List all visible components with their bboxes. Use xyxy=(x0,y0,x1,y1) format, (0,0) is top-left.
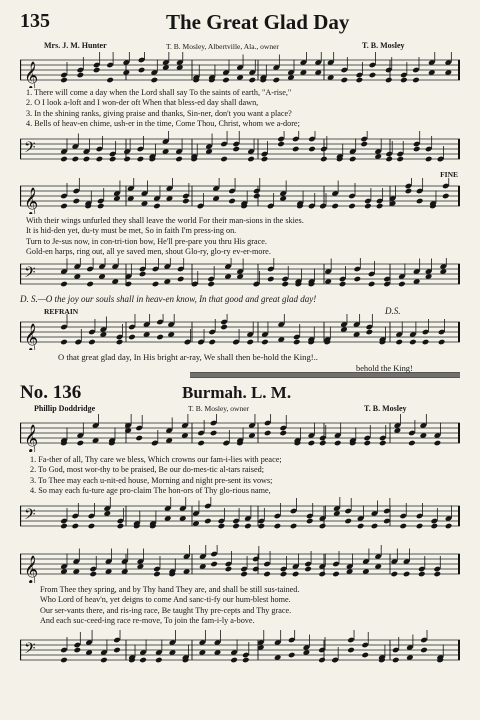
verse-line: 1. There will come a day when the Lord shall say To the saints of earth, "A-rise," xyxy=(26,88,292,97)
hymn-number: 135 xyxy=(20,10,50,32)
verse-line: From Thee they spring, and by Thy hand They are, and shall be still sus-tained. xyxy=(40,585,300,594)
owner-credit: T. B. Mosley, Albertville, Ala., owner xyxy=(166,42,279,51)
verse-line: 4. So may each fu-ture age pro-claim The hon-ors of Thy glo-rious name, xyxy=(30,486,271,496)
verse-block xyxy=(40,585,299,627)
verse-line: And each suc-ceed-ing race re-move, To join the fam-i-ly a-bove. xyxy=(40,616,255,626)
verse-line: 3. In the shining ranks, giving praise and thanks, Sin-ner, don't you want a place? xyxy=(26,108,292,118)
composer-credit: T. B. Mosley xyxy=(362,41,405,50)
verse-line: Our ser-vants there, and ris-ing race, Be taught Thy pre-cepts and Thy grace. xyxy=(40,605,292,615)
refrain-echo: behold the King! xyxy=(356,364,413,373)
svg-text:𝄞: 𝄞 xyxy=(24,187,39,214)
music-staff-treble xyxy=(20,545,460,583)
hymn-title: Burmah. L. M. xyxy=(182,383,292,402)
music-staff-treble xyxy=(20,178,460,214)
verse-block xyxy=(26,216,304,258)
refrain-label: REFRAIN xyxy=(44,307,79,316)
verse-block xyxy=(26,88,300,130)
music-staff-bass xyxy=(20,131,460,167)
music-staff-treble xyxy=(20,414,460,452)
svg-text:𝄢: 𝄢 xyxy=(24,264,36,285)
music-staff-bass xyxy=(20,497,460,535)
fine-mark: FINE xyxy=(440,170,458,179)
music-staff-bass xyxy=(190,372,460,378)
verse-line: 2. To God, most wor-thy to be praised, Be our do-mes-tic al-tars raised; xyxy=(30,465,264,475)
verse-line: Who Lord of heav'n, yet deigns to come And sanc-ti-fy our hum-blest home. xyxy=(40,595,291,605)
music-staff-treble xyxy=(20,314,460,350)
svg-text:𝄞: 𝄞 xyxy=(24,555,39,583)
svg-text:𝄢: 𝄢 xyxy=(24,506,36,527)
composer-credit: T. B. Mosley xyxy=(364,404,407,413)
hymn-number: No. 136 xyxy=(20,382,82,403)
author-credit: Phillip Doddridge xyxy=(34,404,96,413)
verse-line: It is hid-den yet, du-ty must be met, So in faith I'm press-ing on. xyxy=(26,226,237,236)
verse-block xyxy=(30,455,282,497)
svg-text:𝄞: 𝄞 xyxy=(24,61,39,88)
verse-line: 3. To Thee may each u-nit-ed house, Morning and night pre-sent its vows; xyxy=(30,475,273,485)
verse-line: Turn to Je-sus now, in con-tri-tion bow, He'll pre-pare you thru His grace. xyxy=(26,236,267,246)
owner-credit: T. B. Mosley, owner xyxy=(188,404,250,413)
verse-line: 4. Bells of heav-en chime, ush-er in the time, Come Thou, Christ, whom we a-dore; xyxy=(26,119,300,129)
svg-text:𝄢: 𝄢 xyxy=(24,640,36,661)
svg-text:𝄢: 𝄢 xyxy=(24,139,36,160)
refrain-text: O that great glad day, In His bright ar-ray, We shall then be-hold the King!.. xyxy=(58,352,318,362)
verse-line: 1. Fa-ther of all, Thy care we bless, Which crowns our fam-i-lies with peace; xyxy=(30,455,282,464)
verse-line: Gold-en harps, ring out, all ye saved men, shout Glo-ry, glo-ry ev-er-more. xyxy=(26,247,271,257)
svg-text:𝄞: 𝄞 xyxy=(24,424,39,452)
hymn-title: The Great Glad Day xyxy=(166,10,350,34)
music-staff-bass xyxy=(20,630,460,670)
verse-line: With their wings unfurled they shall leave the world For their man-sions in the skies. xyxy=(26,216,304,225)
verse-line: 2. O I look a-loft and I won-der oft When that bless-ed day shall dawn, xyxy=(26,98,259,108)
music-staff-treble xyxy=(20,52,460,88)
svg-text:𝄞: 𝄞 xyxy=(24,323,39,350)
da-segno-line: D. S.—O the joy our souls shall in heav-en know, In that good and great glad day! xyxy=(20,294,317,304)
music-staff-bass xyxy=(20,258,460,290)
ds-mark: D.S. xyxy=(385,306,401,316)
author-credit: Mrs. J. M. Hunter xyxy=(44,41,107,50)
